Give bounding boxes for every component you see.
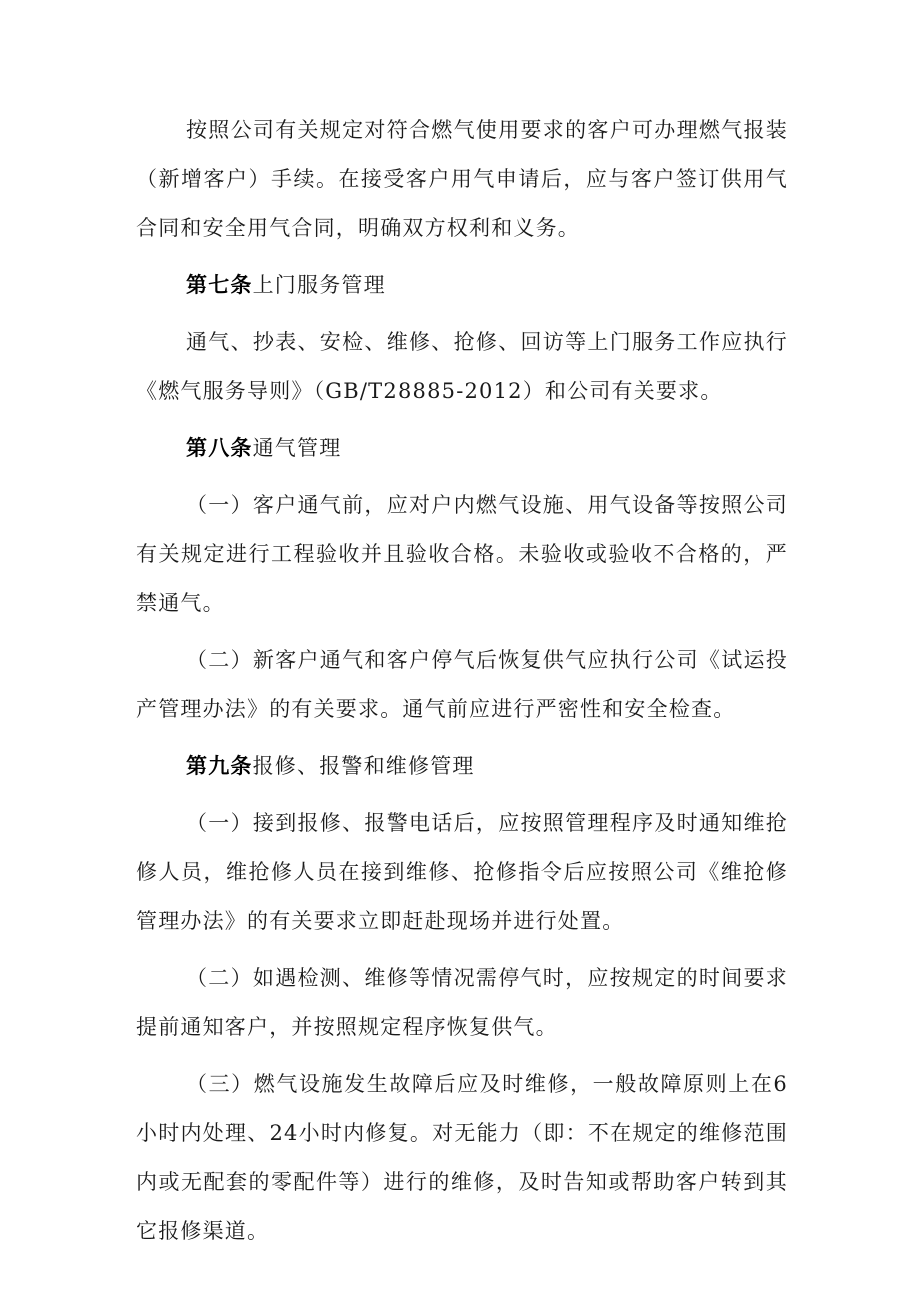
paragraph-registration: 按照公司有关规定对符合燃气使用要求的客户可办理燃气报装（新增客户）手续。在接受客户用气申请后，应与客户签订供用气合同和安全用气合同，明确双方权利和义务。 bbox=[136, 118, 788, 240]
article-8-heading bbox=[136, 424, 788, 473]
paragraph-repair-3: （三）燃气设施发生故障后应及时维修，一般故障原则上在6小时内处理、24小时内修复。对无能力（即：不在规定的维修范围内或无配套的零配件等）进行的维修，及时告知或帮助客户转到其它报修渠道。 bbox=[136, 1072, 788, 1243]
article-9-heading bbox=[136, 742, 788, 791]
article-7-number: 第七条 bbox=[186, 273, 253, 297]
article-9-title: 报修、报警和维修管理 bbox=[252, 754, 475, 778]
paragraph-gas-connection-1: （一）客户通气前，应对户内燃气设施、用气设备等按照公司有关规定进行工程验收并且验收合格。未验收或验收不合格的，严禁通气。 bbox=[136, 493, 788, 615]
article-7-heading bbox=[136, 261, 788, 310]
paragraph-gas-connection-2: （二）新客户通气和客户停气后恢复供气应执行公司《试运投产管理办法》的有关要求。通气前应进行严密性和安全检查。 bbox=[136, 648, 788, 721]
paragraph-repair-2: （二）如遇检测、维修等情况需停气时，应按规定的时间要求提前通知客户，并按照规定程序恢复供气。 bbox=[136, 966, 788, 1039]
document-body bbox=[136, 106, 788, 1256]
article-9-number: 第九条 bbox=[186, 754, 253, 778]
paragraph-repair-1: （一）接到报修、报警电话后，应按照管理程序及时通知维抢修人员，维抢修人员在接到维修、抢修指令后应按照公司《维抢修管理办法》的有关要求立即赶赴现场并进行处置。 bbox=[136, 811, 788, 933]
article-7-title: 上门服务管理 bbox=[252, 273, 386, 297]
article-8-number: 第八条 bbox=[186, 436, 253, 460]
paragraph-onsite-service: 通气、抄表、安检、维修、抢修、回访等上门服务工作应执行《燃气服务导则》（GB/T28885-2012）和公司有关要求。 bbox=[136, 330, 788, 403]
article-8-title: 通气管理 bbox=[252, 436, 342, 460]
